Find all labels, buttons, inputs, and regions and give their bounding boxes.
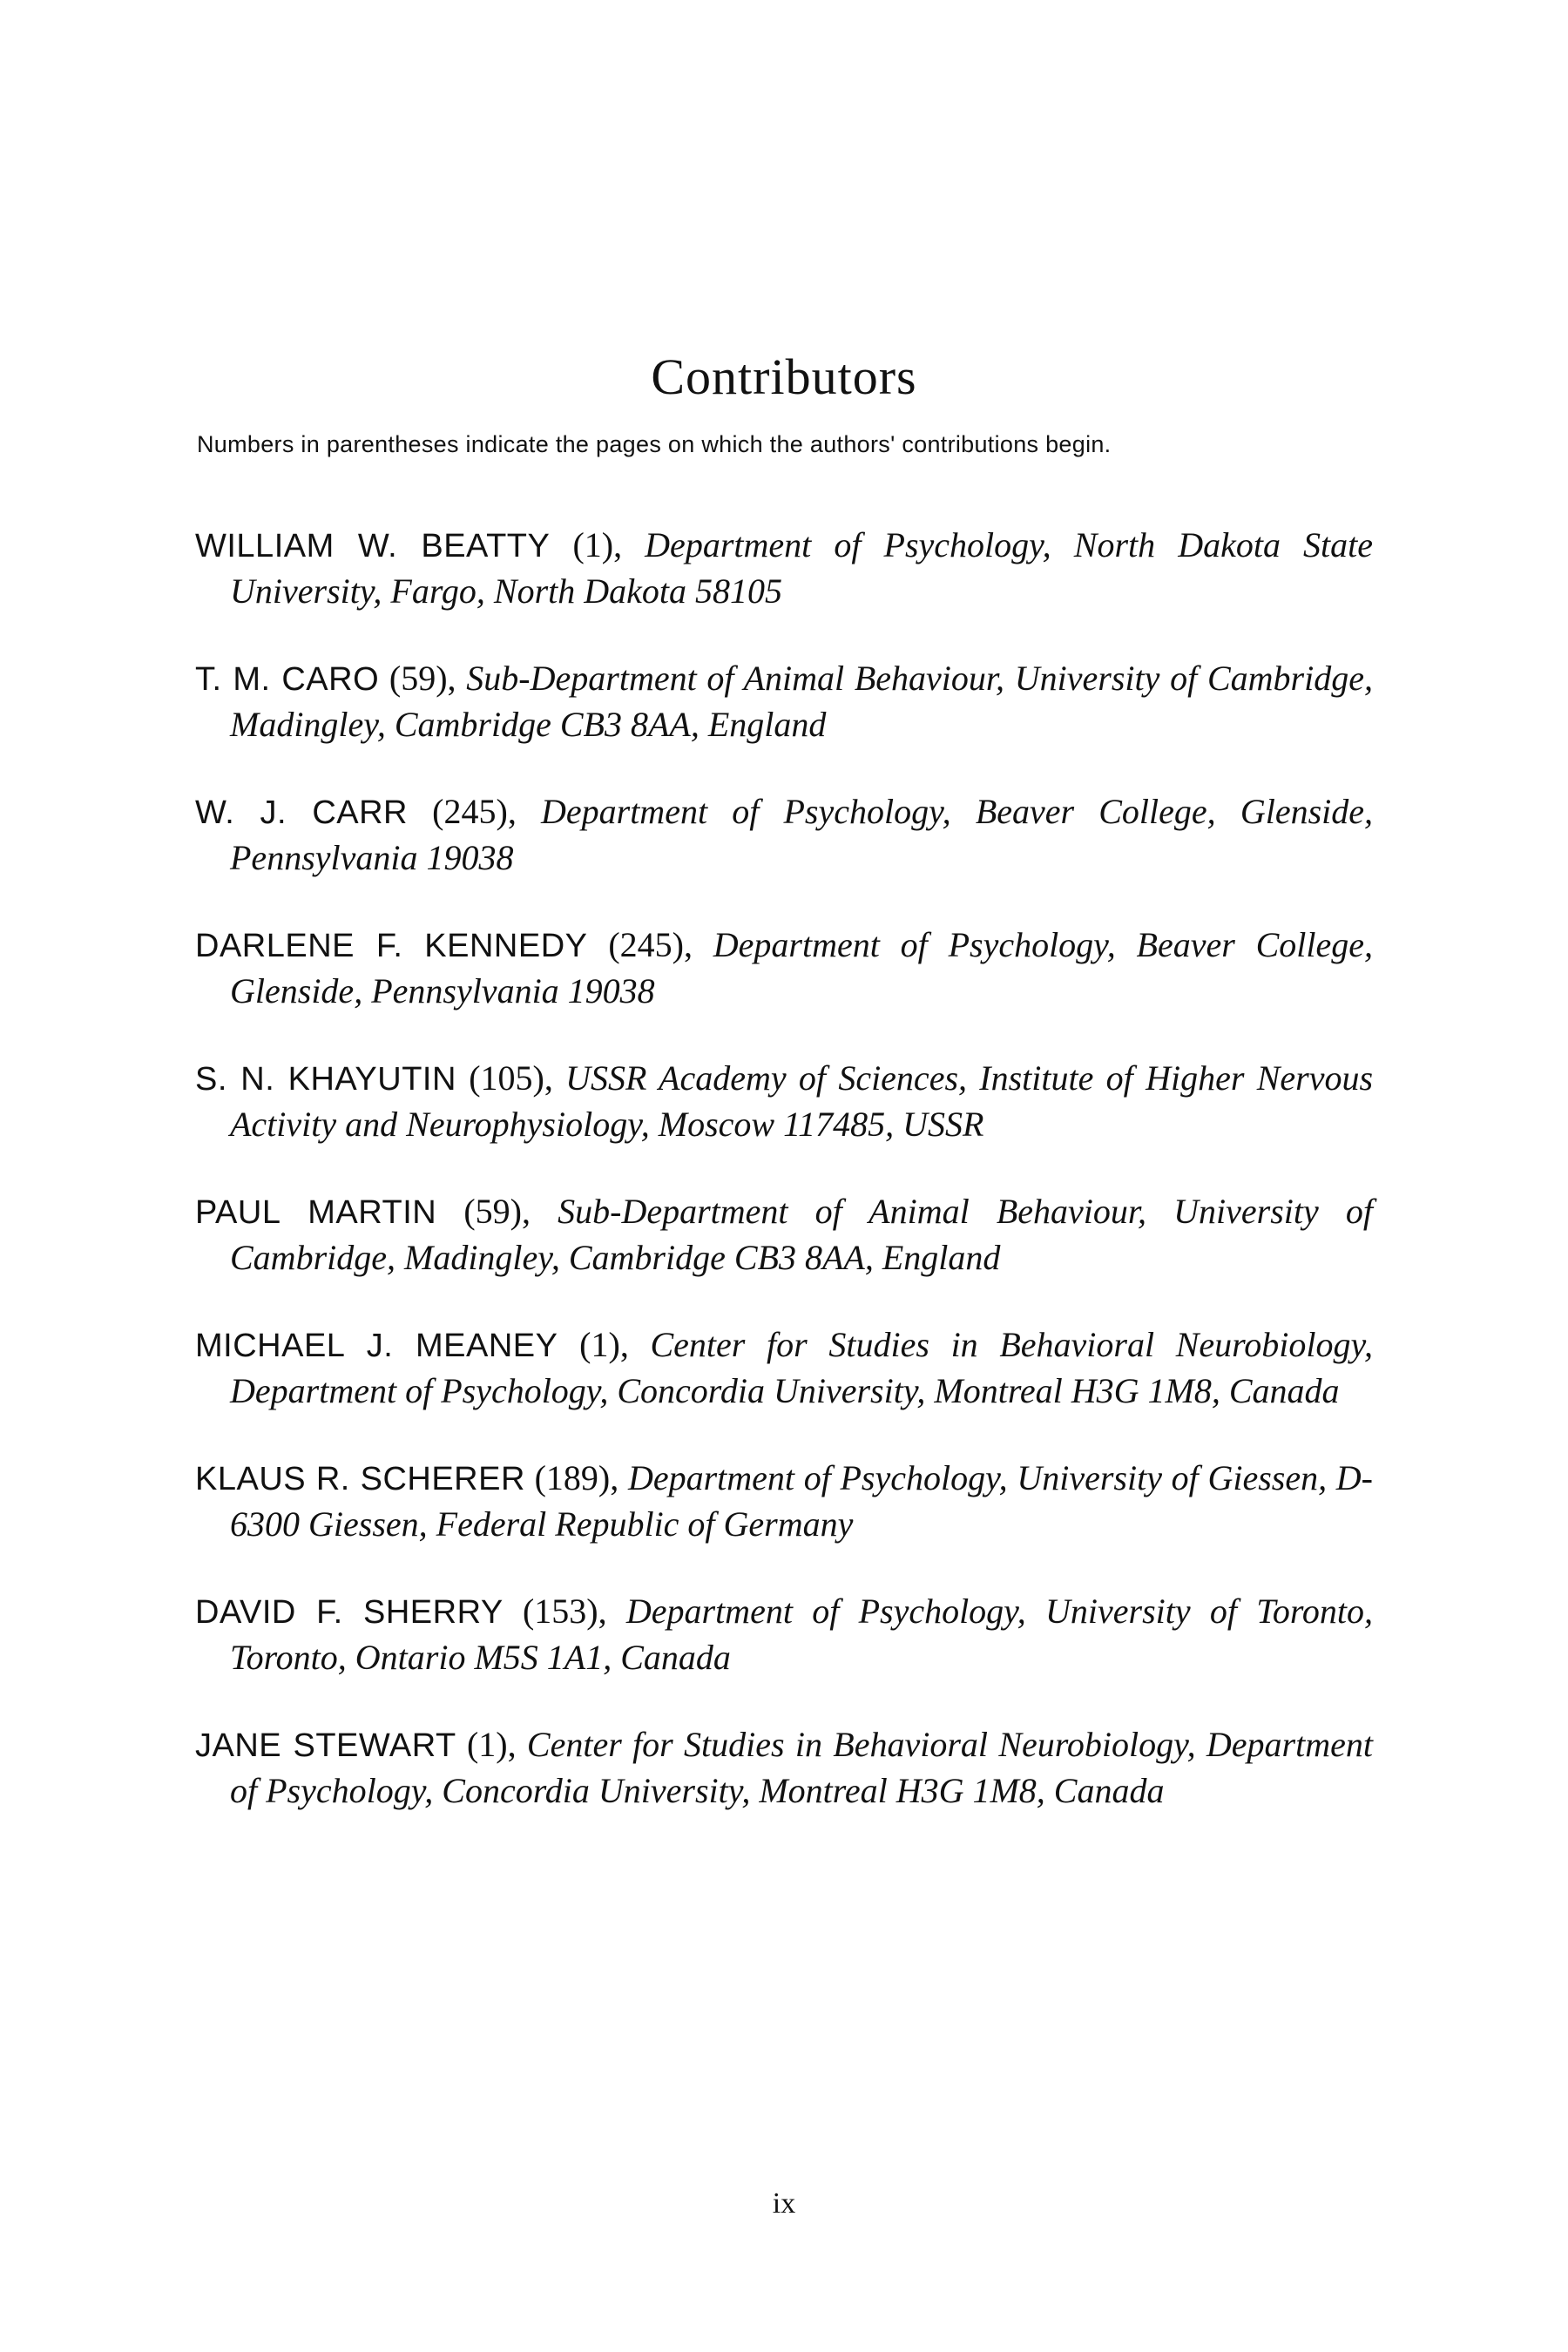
page-number-note: Numbers in parentheses indicate the pages on which the authors' contributions begin. [197, 431, 1112, 457]
contributor-name: W. J. CARR [195, 794, 408, 831]
contributor-entry [195, 1722, 1373, 1814]
contributor-affiliation: Department of Psychology, North Dakota State University, Fargo, North Dakota 58105 [230, 525, 1374, 611]
contributor-affiliation: Department of Psychology, Beaver College, Glenside, Pennsylvania 19038 [230, 925, 1374, 1010]
contributor-entry [195, 656, 1373, 747]
contributor-entry [195, 789, 1373, 881]
contributor-affiliation: Department of Psychology, Beaver College, Glenside, Pennsylvania 19038 [230, 792, 1374, 877]
contributor-entry [195, 1322, 1373, 1414]
contributor-start-page: (59), [463, 1192, 531, 1231]
contributor-start-page: (153), [522, 1592, 607, 1631]
contributor-start-page: (105), [469, 1058, 553, 1098]
contributor-list [195, 523, 1373, 1855]
contributor-start-page: (245), [432, 792, 517, 831]
contributor-affiliation: Center for Studies in Behavioral Neurobiology, Department of Psychology, Concordia University, Montreal H3G 1M8, Canada [230, 1725, 1373, 1810]
page-number: ix [772, 2187, 796, 2220]
contributor-entry [195, 523, 1373, 614]
page-title: Contributors [651, 348, 917, 405]
contributor-start-page: (245), [608, 925, 693, 964]
contributor-affiliation: Center for Studies in Behavioral Neurobiology, Department of Psychology, Concordia University, Montreal H3G 1M8, Canada [230, 1325, 1374, 1410]
contributor-start-page: (189), [534, 1458, 619, 1497]
contributor-entry [195, 1056, 1373, 1147]
contributor-name: T. M. CARO [195, 661, 380, 698]
contributor-name: DAVID F. SHERRY [195, 1594, 504, 1631]
contributor-name: WILLIAM W. BEATTY [195, 528, 551, 564]
contributor-affiliation: Sub-Department of Animal Behaviour, University of Cambridge, Madingley, Cambridge CB3 8AA, England [230, 1192, 1374, 1277]
contributor-name: PAUL MARTIN [195, 1194, 437, 1231]
contributor-affiliation: Department of Psychology, University of Toronto, Toronto, Ontario M5S 1A1, Canada [230, 1592, 1374, 1677]
contributor-start-page: (1), [466, 1725, 517, 1764]
contributor-entry [195, 1456, 1373, 1547]
contributor-start-page: (59), [389, 659, 456, 698]
contributor-name: MICHAEL J. MEANEY [195, 1328, 558, 1364]
contributor-affiliation: Department of Psychology, University of Giessen, D-6300 Giessen, Federal Republic of Germany [230, 1458, 1373, 1544]
contributor-entry [195, 1589, 1373, 1680]
contributor-entry [195, 1189, 1373, 1281]
contributor-entry [195, 923, 1373, 1014]
contributor-affiliation: Sub-Department of Animal Behaviour, University of Cambridge, Madingley, Cambridge CB3 8AA, England [230, 659, 1373, 744]
contributor-name: KLAUS R. SCHERER [195, 1461, 525, 1497]
contributor-start-page: (1), [572, 525, 623, 564]
contributor-name: S. N. KHAYUTIN [195, 1061, 456, 1098]
contributor-name: DARLENE F. KENNEDY [195, 928, 588, 964]
contributor-name: JANE STEWART [195, 1727, 456, 1764]
contributor-affiliation: USSR Academy of Sciences, Institute of Higher Nervous Activity and Neurophysiology, Moscow 117485, USSR [230, 1058, 1374, 1144]
contributor-start-page: (1), [579, 1325, 629, 1364]
